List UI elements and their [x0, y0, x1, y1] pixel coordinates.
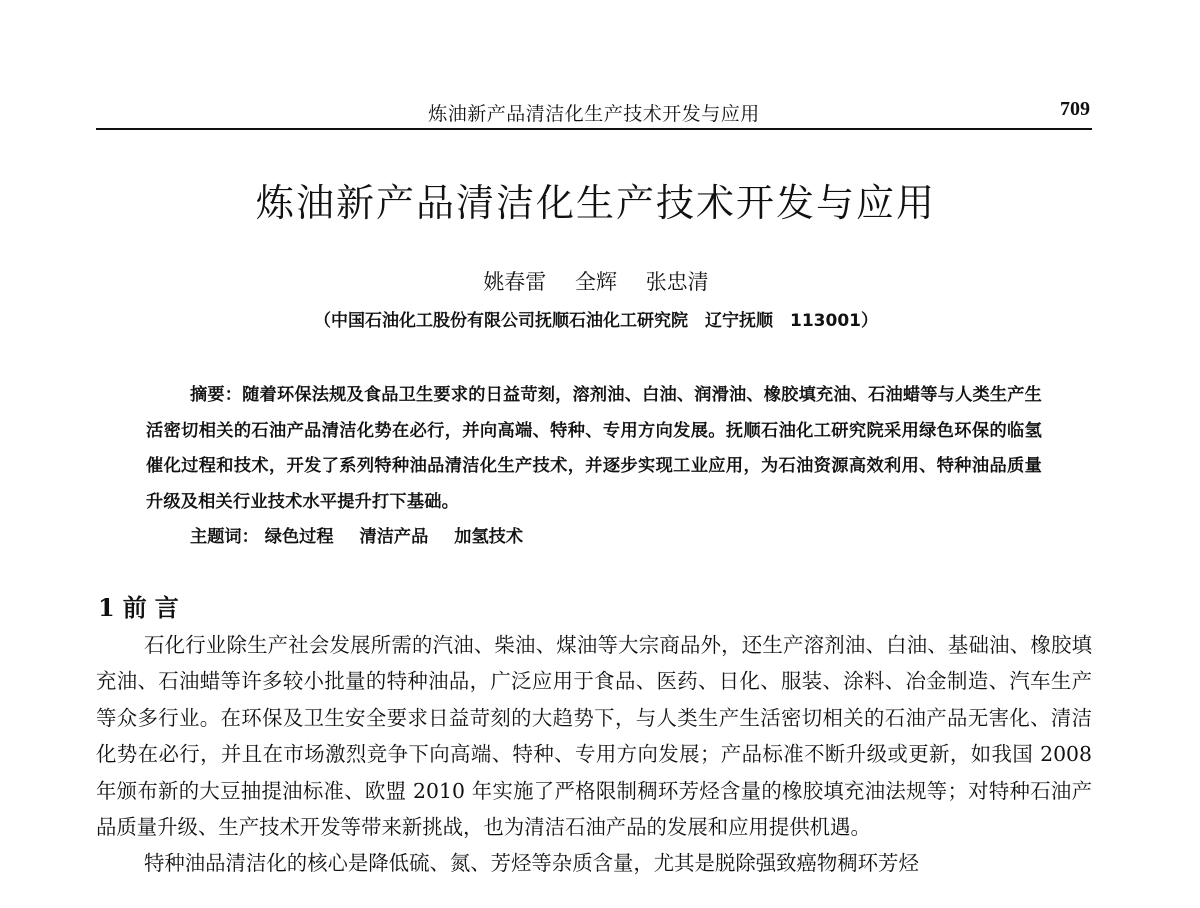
article-title: 炼油新产品清洁化生产技术开发与应用 [255, 181, 936, 225]
running-header [96, 96, 1092, 130]
running-title: 炼油新产品清洁化生产技术开发与应用 [428, 103, 760, 125]
section-heading [98, 588, 187, 623]
keyword-item: 清洁产品 [359, 527, 429, 547]
keyword-item: 绿色过程 [264, 527, 334, 547]
abstract [146, 378, 1042, 520]
page-number: 709 [1060, 98, 1090, 120]
author-list [96, 266, 1096, 296]
keywords [190, 522, 543, 547]
section-number: 1 [98, 593, 115, 622]
author-name: 张忠清 [645, 270, 709, 294]
author-name: 姚春雷 [483, 270, 547, 294]
author-name: 全辉 [575, 270, 617, 294]
body-paragraph: 特种油品清洁化的核心是降低硫、氮、芳烃等杂质含量，尤其是脱除强致癌物稠环芳烃 [144, 851, 919, 876]
section-title: 前言 [122, 593, 187, 622]
abstract-label: 摘要： [190, 385, 243, 405]
keyword-item: 加氢技术 [454, 527, 524, 547]
abstract-text: 随着环保法规及食品卫生要求的日益苛刻，溶剂油、白油、润滑油、橡胶填充油、石油蜡等与人类生产生活密切相关的石油产品清洁化势在必行，并向高端、特种、专用方向发展。抚顺石油化工研究院采用绿色环保的临氢催化过程和技术，开发了系列特种油品清洁化生产技术，并逐步实现工业应用，为石油资源高效利用、特种油品质量升级及相关行业技术水平提升打下基础。 [146, 385, 1043, 512]
section-body [96, 627, 1092, 882]
author-affiliation: （中国石油化工股份有限公司抚顺石油化工研究院 辽宁抚顺 113001） [314, 311, 878, 331]
body-paragraph: 石化行业除生产社会发展所需的汽油、柴油、煤油等大宗商品外，还生产溶剂油、白油、基础油、橡胶填充油、石油蜡等许多较小批量的特种油品，广泛应用于食品、医药、日化、服装、涂料、冶金制造、汽车生产等众多行业。在环保及卫生安全要求日益苛刻的大趋势下，与人类生产生活密切相关的石油产品无害化、清洁化势在必行，并且在市场激烈竞争下向高端、特种、专用方向发展；产品标准不断升级或更新，如我国 2008 年颁布新的大豆抽提油标准、欧盟 2010 年实施了严格限制稠环芳烃含量的橡胶填充油法规等；对特种石油产品质量升级、生产技术开发等带来新挑战，也为清洁石油产品的发展和应用提供机遇。 [96, 633, 1092, 840]
keywords-label: 主题词： [190, 527, 259, 547]
